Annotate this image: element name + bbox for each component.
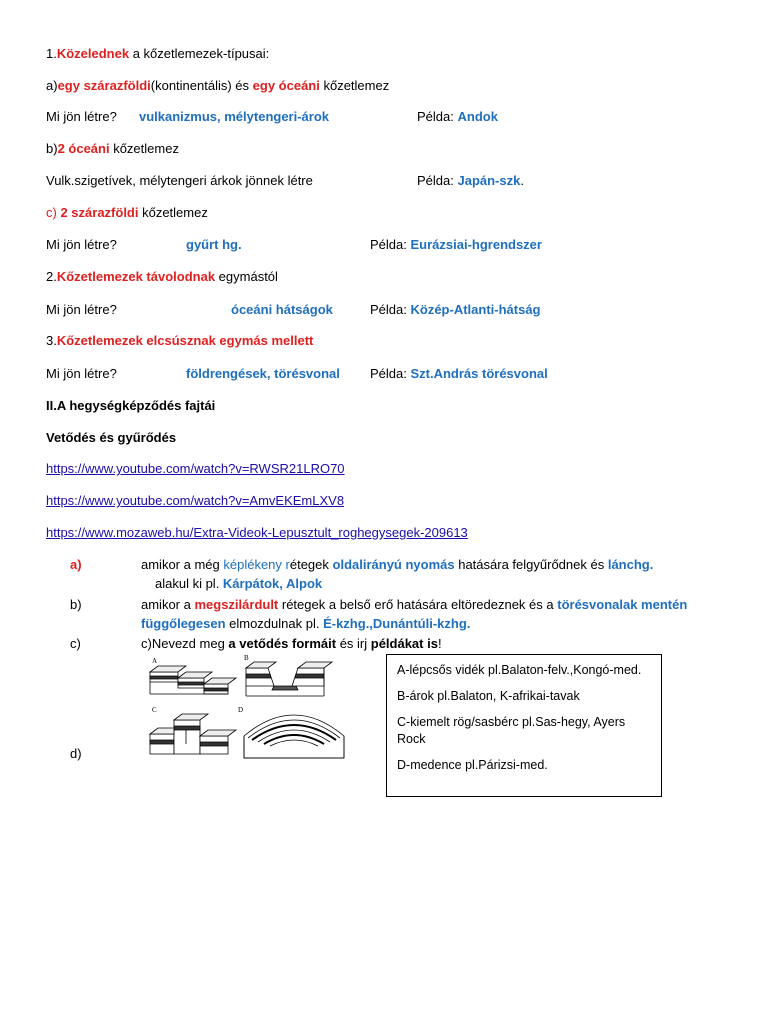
list-item-c-label: c) [70, 636, 81, 651]
text: amikor a még [141, 557, 224, 572]
case-c-heading [46, 205, 208, 221]
section-keyword: Kőzetlemezek távolodnak [56, 269, 216, 284]
case-b-heading [46, 141, 179, 157]
case-label: b) [46, 141, 58, 156]
part-2-heading: II.A hegységképződés fajtái [46, 398, 216, 413]
text: étegek [289, 557, 333, 572]
video-link-1[interactable]: https://www.youtube.com/watch?v=RWSR21LRO70 [46, 461, 345, 476]
case-label: a) [46, 78, 58, 93]
question-3: Mi jön létre? [46, 366, 117, 381]
text: . [520, 173, 524, 188]
text: ! [437, 636, 442, 651]
section-text: egymástól [215, 269, 278, 284]
subheading: Vetődés és gyűrődés [46, 430, 177, 445]
question-a: Mi jön létre? [46, 109, 117, 124]
list-item-c-line1 [141, 636, 442, 652]
section-3-heading [46, 333, 313, 349]
answer-d-basin: D-medence pl.Párizsi-med. [397, 758, 548, 772]
example-label: Példa: [417, 109, 458, 124]
list-item-a-label: a) [70, 557, 82, 572]
text: kőzetlemez [319, 78, 390, 93]
section-number: 3. [46, 333, 57, 348]
list-item-b-line1 [141, 597, 687, 613]
section-number: 1. [46, 46, 57, 61]
statement-b: Vulk.szigetívek, mélytengeri árkok jönnek létre [46, 173, 313, 188]
diagram-label-d: D [238, 706, 244, 714]
answer-b-graben: B-árok pl.Balaton, K-afrikai-tavak [397, 689, 580, 703]
text: hatására felgyűrődnek és [454, 557, 608, 572]
keyword: 2 óceáni [57, 141, 110, 156]
video-link-3[interactable]: https://www.mozaweb.hu/Extra-Videok-Lepusztult_roghegysegek-209613 [46, 525, 468, 540]
example-label: Példa: [417, 173, 458, 188]
answer-box [386, 654, 662, 797]
keyword: megszilárdult [194, 597, 279, 612]
video-link-2[interactable]: https://www.youtube.com/watch?v=AmvEKEmLXV8 [46, 493, 345, 508]
text: és irj [336, 636, 371, 651]
diagram-label-a: A [152, 657, 158, 665]
keyword: egy óceáni [252, 78, 320, 93]
diagram-d-basin [244, 715, 344, 758]
case-label: c) [46, 205, 57, 220]
answer-c-horst: C-kiemelt rög/sasbérc pl.Sas-hegy, Ayers Rock [397, 715, 626, 746]
section-2-heading [46, 269, 278, 285]
text: kőzetlemez [138, 205, 208, 220]
diagram-b-graben [246, 662, 332, 696]
example-a [417, 109, 498, 125]
keyword: függőlegesen [141, 616, 226, 631]
keyword: oldalirányú nyomás [332, 557, 455, 572]
answer-3: földrengések, törésvonal [186, 366, 340, 381]
fault-types-diagram [148, 654, 348, 776]
example-value: Szt.András törésvonal [410, 366, 548, 381]
question-c: Mi jön létre? [46, 237, 117, 252]
text: rétegek a belső erő hatására eltöredeznek és a [278, 597, 558, 612]
answer-a-step: A-lépcsős vidék pl.Balaton-felv.,Kongó-med. [397, 663, 642, 677]
answer-a: vulkanizmus, mélytengeri-árok [139, 109, 330, 124]
text: kőzetlemez [109, 141, 179, 156]
section-1-heading [46, 46, 269, 62]
example-b [417, 173, 524, 189]
text: c)Nevezd meg [141, 636, 229, 651]
text: alakul ki pl. [155, 576, 223, 591]
diagram-label-b: B [244, 654, 249, 662]
case-a-heading [46, 78, 389, 94]
example-value: Közép-Atlanti-hátság [410, 302, 541, 317]
text: elmozdulnak pl. [225, 616, 324, 631]
example-value: Eurázsiai-hgrendszer [410, 237, 542, 252]
answer-2: óceáni hátságok [231, 302, 333, 317]
example-2 [370, 302, 540, 318]
example-value: Japán-szk [457, 173, 521, 188]
text: (kontinentális) és [150, 78, 253, 93]
example-label: Példa: [370, 302, 411, 317]
example-label: Példa: [370, 237, 411, 252]
list-item-b-line2 [141, 616, 470, 632]
example-3 [370, 366, 548, 382]
list-item-a-line2 [155, 576, 322, 592]
keyword: É-kzhg.,Dunántúli-kzhg. [323, 616, 471, 631]
list-item-b-label: b) [70, 597, 82, 612]
keyword: példákat is [370, 636, 438, 651]
keyword: egy szárazföldi [57, 78, 151, 93]
text: amikor a [141, 597, 195, 612]
keyword: törésvonalak mentén [557, 597, 688, 612]
example-label: Példa: [370, 366, 411, 381]
answer-c: gyűrt hg. [186, 237, 242, 252]
example-value: Andok [457, 109, 498, 124]
section-keyword: Kőzetlemezek elcsúsznak egymás mellett [56, 333, 314, 348]
section-number: 2. [46, 269, 57, 284]
example-c [370, 237, 542, 253]
diagram-a-step-faults [150, 666, 236, 694]
keyword: a vetődés formáit [228, 636, 337, 651]
section-keyword: Közelednek [56, 46, 130, 61]
question-2: Mi jön létre? [46, 302, 117, 317]
keyword: Kárpátok, Alpok [222, 576, 323, 591]
list-item-a-line1 [141, 557, 653, 573]
keyword: 2 szárazföldi [56, 205, 139, 220]
diagram-c-horst [150, 714, 236, 754]
section-text: a kőzetlemezek-típusai: [129, 46, 270, 61]
diagram-label-c: C [152, 706, 157, 714]
list-item-d-label: d) [70, 746, 82, 761]
keyword: képlékeny r [223, 557, 290, 572]
keyword: lánchg. [607, 557, 654, 572]
